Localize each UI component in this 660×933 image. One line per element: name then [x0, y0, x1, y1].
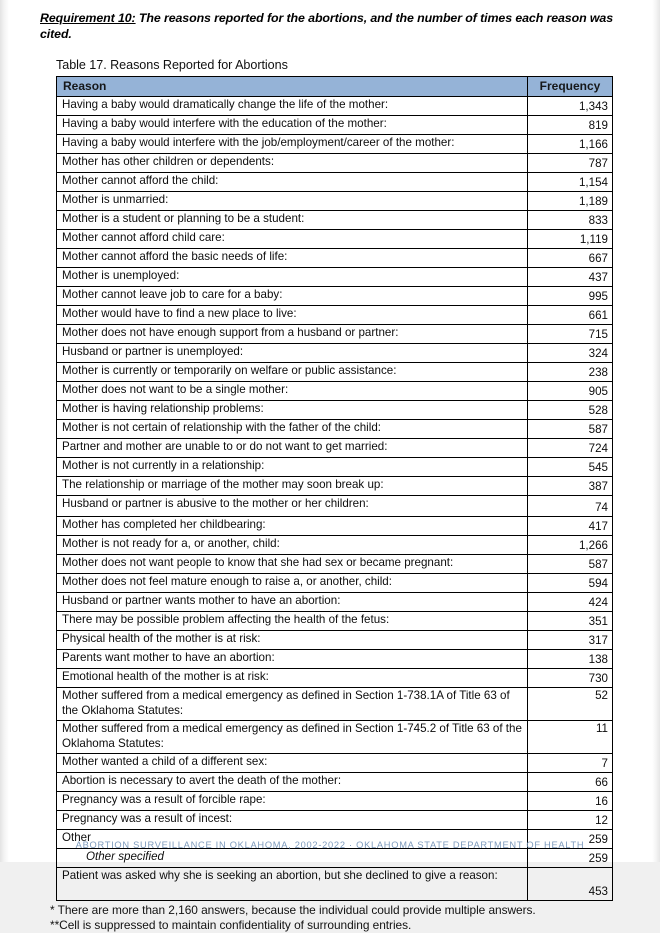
frequency-cell: 11	[528, 721, 613, 754]
reason-cell: Mother does not feel mature enough to raise a, or another, child:	[57, 574, 528, 593]
reason-cell: Physical health of the mother is at risk:	[57, 631, 528, 650]
reason-cell: The relationship or marriage of the mother may soon break up:	[57, 477, 528, 496]
table-row	[57, 344, 613, 363]
frequency-cell: 7	[528, 754, 613, 773]
table-row	[57, 382, 613, 401]
table-caption: Table 17. Reasons Reported for Abortions	[56, 58, 288, 72]
frequency-cell: 995	[528, 287, 613, 306]
frequency-cell: 317	[528, 631, 613, 650]
reasons-table	[56, 76, 613, 901]
table-row	[57, 325, 613, 344]
frequency-cell: 66	[528, 773, 613, 792]
table-row	[57, 477, 613, 496]
reason-cell: Mother would have to find a new place to live:	[57, 306, 528, 325]
table-row	[57, 420, 613, 439]
footnote-double-asterisk: **Cell is suppressed to maintain confidentiality of surrounding entries.	[50, 918, 412, 932]
frequency-cell: 667	[528, 249, 613, 268]
frequency-cell: 1,119	[528, 230, 613, 249]
frequency-cell: 528	[528, 401, 613, 420]
table-row	[57, 363, 613, 382]
frequency-cell: 238	[528, 363, 613, 382]
table-row	[57, 868, 613, 901]
table-row	[57, 574, 613, 593]
frequency-cell: 833	[528, 211, 613, 230]
reason-cell: Having a baby would interfere with the education of the mother:	[57, 116, 528, 135]
reason-cell: Mother does not have enough support from a husband or partner:	[57, 325, 528, 344]
reason-cell: Husband or partner is abusive to the mother or her children:	[57, 496, 528, 517]
frequency-cell: 1,166	[528, 135, 613, 154]
table-row	[57, 688, 613, 721]
table-row	[57, 669, 613, 688]
frequency-cell: 730	[528, 669, 613, 688]
reason-cell: Mother has completed her childbearing:	[57, 517, 528, 536]
table-header-row	[57, 77, 613, 97]
table-row	[57, 268, 613, 287]
reason-cell: Abortion is necessary to avert the death of the mother:	[57, 773, 528, 792]
frequency-cell: 138	[528, 650, 613, 669]
reason-cell: Mother does not want people to know that she had sex or became pregnant:	[57, 555, 528, 574]
table-row	[57, 593, 613, 612]
table-row	[57, 230, 613, 249]
table-row	[57, 721, 613, 754]
frequency-cell: 387	[528, 477, 613, 496]
reason-cell: Mother is not certain of relationship with the father of the child:	[57, 420, 528, 439]
table-row	[57, 192, 613, 211]
reason-cell: There may be possible problem affecting the health of the fetus:	[57, 612, 528, 631]
reason-cell: Mother is unmarried:	[57, 192, 528, 211]
table-header	[57, 77, 613, 97]
reason-cell: Parents want mother to have an abortion:	[57, 650, 528, 669]
table-row	[57, 116, 613, 135]
requirement-heading	[40, 0, 620, 42]
reason-subitem-label: Other specified	[86, 850, 164, 863]
column-header-reason: Reason	[57, 77, 528, 97]
reason-cell: Mother is not ready for a, or another, child:	[57, 536, 528, 555]
frequency-cell: 453	[528, 868, 613, 901]
frequency-cell: 12	[528, 811, 613, 830]
footnotes	[50, 903, 620, 933]
reason-cell: Emotional health of the mother is at risk:	[57, 669, 528, 688]
table-row	[57, 173, 613, 192]
reason-cell	[57, 849, 528, 868]
reason-cell: Mother cannot afford the basic needs of life:	[57, 249, 528, 268]
table-row	[57, 211, 613, 230]
reason-cell: Mother cannot leave job to care for a baby:	[57, 287, 528, 306]
table-row	[57, 496, 613, 517]
table-row	[57, 517, 613, 536]
table-row	[57, 287, 613, 306]
frequency-cell: 787	[528, 154, 613, 173]
table-row	[57, 754, 613, 773]
frequency-cell: 259	[528, 830, 613, 849]
reason-cell: Mother is unemployed:	[57, 268, 528, 287]
table-row	[57, 650, 613, 669]
table-row	[57, 536, 613, 555]
frequency-cell: 819	[528, 116, 613, 135]
frequency-cell: 16	[528, 792, 613, 811]
table-row	[57, 249, 613, 268]
frequency-cell: 324	[528, 344, 613, 363]
table-row	[57, 135, 613, 154]
table-row	[57, 631, 613, 650]
frequency-cell: 587	[528, 420, 613, 439]
reason-cell: Mother does not want to be a single mother:	[57, 382, 528, 401]
reason-cell: Patient was asked why she is seeking an abortion, but she declined to give a reason:	[57, 868, 528, 901]
requirement-label: Requirement 10:	[40, 11, 136, 25]
reason-cell: Mother cannot afford child care:	[57, 230, 528, 249]
reason-cell: Mother is having relationship problems:	[57, 401, 528, 420]
frequency-cell: 351	[528, 612, 613, 631]
reason-cell: Partner and mother are unable to or do not want to get married:	[57, 439, 528, 458]
reason-cell: Mother suffered from a medical emergency as defined in Section 1-745.2 of Title 63 of the Oklahoma Statutes:	[57, 721, 528, 754]
reason-cell: Having a baby would interfere with the job/employment/career of the mother:	[57, 135, 528, 154]
frequency-cell: 52	[528, 688, 613, 721]
frequency-cell: 437	[528, 268, 613, 287]
table-row	[57, 439, 613, 458]
reason-cell: Having a baby would dramatically change the life of the mother:	[57, 97, 528, 116]
table-row	[57, 555, 613, 574]
table-row	[57, 773, 613, 792]
frequency-cell: 905	[528, 382, 613, 401]
footnote-single-asterisk: * There are more than 2,160 answers, because the individual could provide multiple answers.	[50, 903, 536, 917]
reason-cell: Other	[57, 830, 528, 849]
table-row	[57, 97, 613, 116]
frequency-cell: 594	[528, 574, 613, 593]
reason-cell: Mother is currently or temporarily on welfare or public assistance:	[57, 363, 528, 382]
reason-cell: Mother wanted a child of a different sex:	[57, 754, 528, 773]
reason-cell: Pregnancy was a result of incest:	[57, 811, 528, 830]
reason-cell: Pregnancy was a result of forcible rape:	[57, 792, 528, 811]
reason-cell: Husband or partner wants mother to have an abortion:	[57, 593, 528, 612]
requirement-text: The reasons reported for the abortions, and the number of times each reason was cited.	[40, 11, 614, 41]
table-row	[57, 792, 613, 811]
frequency-cell: 1,154	[528, 173, 613, 192]
table-row	[57, 612, 613, 631]
reason-cell: Mother cannot afford the child:	[57, 173, 528, 192]
frequency-cell: 661	[528, 306, 613, 325]
page-footer: ABORTION SURVEILLANCE IN OKLAHOMA, 2002-2022 · OKLAHOMA STATE DEPARTMENT OF HEALTH	[75, 840, 585, 850]
frequency-cell: 1,266	[528, 536, 613, 555]
table-row	[57, 458, 613, 477]
reason-cell: Mother suffered from a medical emergency as defined in Section 1-738.1A of Title 63 of the Oklahoma Statutes:	[57, 688, 528, 721]
frequency-cell: 259	[528, 849, 613, 868]
column-header-frequency: Frequency	[528, 77, 613, 97]
table-row	[57, 154, 613, 173]
reason-cell: Mother is a student or planning to be a student:	[57, 211, 528, 230]
frequency-cell: 424	[528, 593, 613, 612]
reason-cell: Mother has other children or dependents:	[57, 154, 528, 173]
table-row	[57, 306, 613, 325]
frequency-cell: 417	[528, 517, 613, 536]
table-body	[57, 97, 613, 901]
frequency-cell: 74	[528, 496, 613, 517]
reason-cell: Husband or partner is unemployed:	[57, 344, 528, 363]
table-row	[57, 401, 613, 420]
frequency-cell: 587	[528, 555, 613, 574]
table-row	[57, 811, 613, 830]
frequency-cell: 724	[528, 439, 613, 458]
table-row	[57, 849, 613, 868]
reason-cell: Mother is not currently in a relationship:	[57, 458, 528, 477]
frequency-cell: 1,343	[528, 97, 613, 116]
frequency-cell: 1,189	[528, 192, 613, 211]
frequency-cell: 545	[528, 458, 613, 477]
frequency-cell: 715	[528, 325, 613, 344]
